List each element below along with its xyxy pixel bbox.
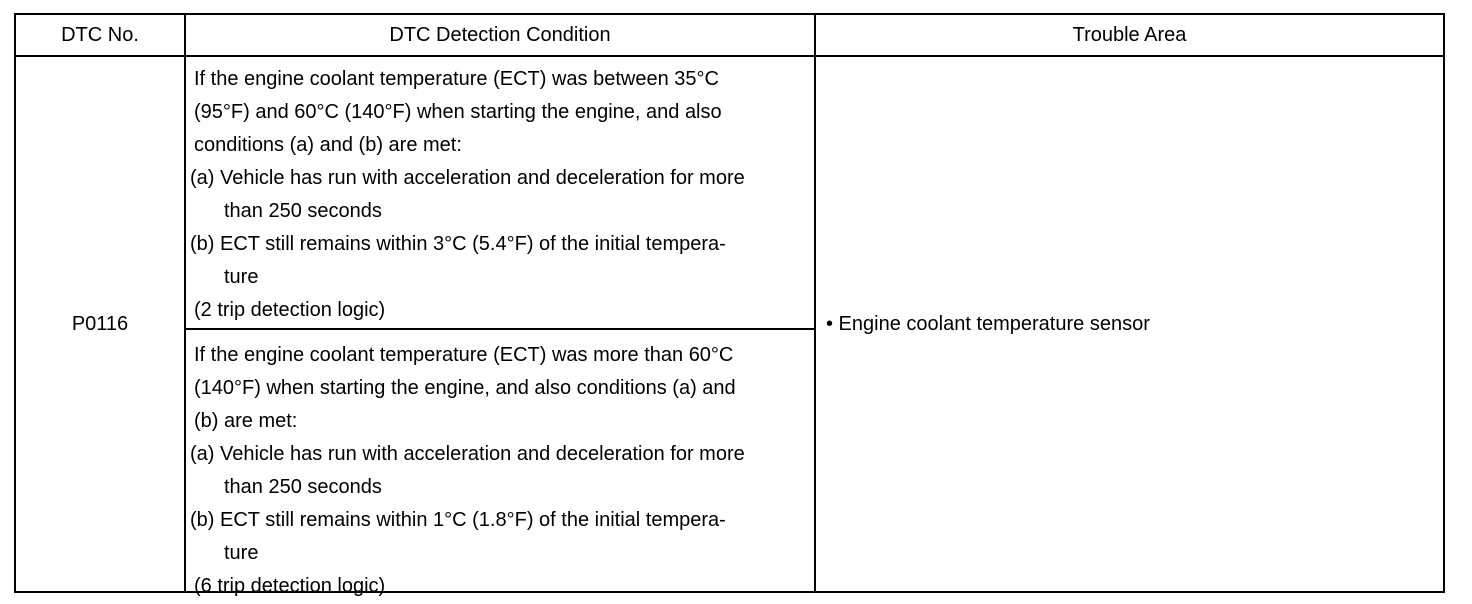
dtc-table — [14, 13, 1445, 597]
condition-line: than 250 seconds — [224, 476, 382, 498]
detection-condition-2 — [186, 339, 814, 603]
condition-line: than 250 seconds — [224, 200, 382, 222]
condition-line: conditions (a) and (b) are met: — [194, 134, 462, 156]
dtc-number-cell — [16, 57, 184, 591]
condition-line: (140°F) when starting the engine, and also conditions (a) and — [194, 377, 736, 399]
trouble-area-cell — [816, 57, 1443, 591]
condition-item: (b) ECT still remains within 1°C (1.8°F) of the initial tempera- — [190, 509, 726, 531]
trouble-area-item: • Engine coolant temperature sensor — [826, 312, 1150, 335]
dtc-number: P0116 — [71, 312, 129, 335]
condition-divider — [186, 328, 815, 330]
condition-item: (a) Vehicle has run with acceleration and deceleration for more — [190, 443, 745, 465]
header-dtc-no: DTC No. — [61, 24, 139, 46]
table-header-row — [16, 15, 1443, 57]
condition-line: If the engine coolant temperature (ECT) was more than 60°C — [194, 344, 734, 366]
condition-line: ture — [224, 266, 259, 288]
condition-line: (6 trip detection logic) — [194, 575, 386, 597]
condition-item: (b) ECT still remains within 3°C (5.4°F) of the initial tempera- — [190, 233, 726, 255]
condition-line: (2 trip detection logic) — [194, 299, 386, 321]
condition-item: (a) Vehicle has run with acceleration and deceleration for more — [190, 167, 745, 189]
condition-line: (b) are met: — [194, 410, 298, 432]
header-detection-condition: DTC Detection Condition — [389, 24, 611, 46]
condition-line: If the engine coolant temperature (ECT) was between 35°C — [194, 68, 719, 90]
condition-line: ture — [224, 542, 259, 564]
detection-condition-1 — [186, 63, 814, 327]
header-trouble-area: Trouble Area — [1072, 24, 1187, 46]
condition-line: (95°F) and 60°C (140°F) when starting the engine, and also — [194, 101, 722, 123]
